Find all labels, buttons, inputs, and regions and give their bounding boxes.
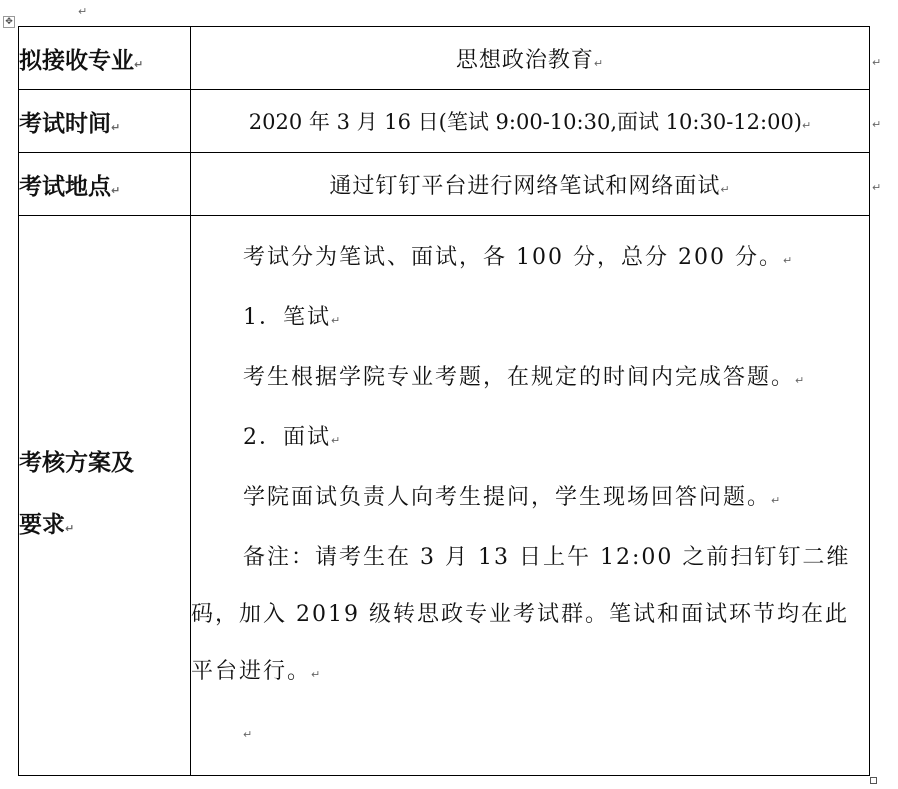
admission-exam-table [18,26,870,776]
table-row [19,216,870,776]
requirements-paragraph: 2．面试↵ [243,424,343,450]
paragraph-mark-icon: ↵ [78,5,88,18]
requirements-paragraph: 考生根据学院专业考题，在规定的时间内完成答题。↵ [243,364,807,390]
row-end-mark-icon: ↵ [872,56,882,69]
exam-location-label: 考试地点↵ [19,153,191,216]
major-label: 拟接收专业↵ [19,27,191,90]
exam-time-label: 考试时间↵ [19,90,191,153]
table-row [19,90,870,153]
major-value: 思想政治教育↵ [191,27,870,90]
table-move-handle-icon[interactable]: ✥ [3,16,15,28]
table-resize-handle-icon[interactable] [870,777,877,784]
requirements-paragraph: 备注：请考生在 3 月 13 日上午 12:00 之前扫钉钉二维码，加入 2019 级转思政专业考试群。笔试和面试环节均在此平台进行。↵ [191,544,851,684]
exam-location-value: 通过钉钉平台进行网络笔试和网络面试↵ [191,153,870,216]
exam-time-value: 2020 年 3 月 16 日(笔试 9:00-10:30,面试 10:30-12:00)↵ [191,90,870,153]
requirements-paragraph: 考试分为笔试、面试，各 100 分，总分 200 分。↵ [243,244,795,270]
table-row [19,153,870,216]
row-end-mark-icon: ↵ [872,118,882,131]
requirements-paragraph: 学院面试负责人向考生提问，学生现场回答问题。↵ [243,484,783,510]
requirements-label: 考核方案及 要求↵ [19,216,191,776]
requirements-paragraph: 1．笔试↵ [243,304,343,330]
row-end-mark-icon: ↵ [872,181,882,194]
empty-paragraph: ↵ [243,727,255,741]
table-row [19,27,870,90]
requirements-body [191,216,870,776]
